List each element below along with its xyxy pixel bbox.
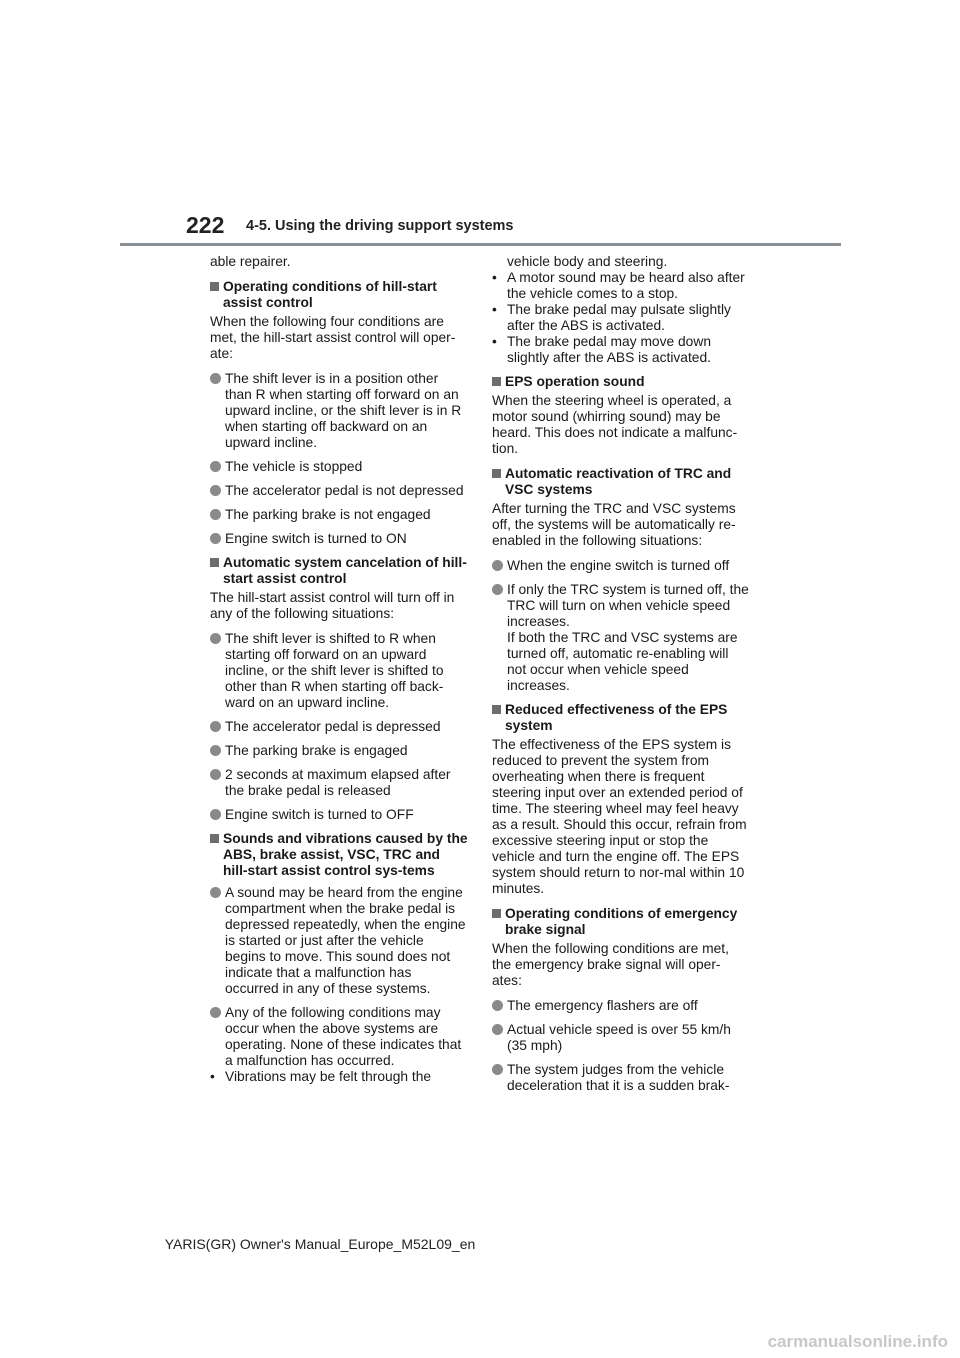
list-item: The system judges from the vehicle deceleration that it is a sudden brak-: [492, 1062, 750, 1094]
sub-bullet-mark: •: [492, 270, 497, 285]
list-item: 2 seconds at maximum elapsed after the brake pedal is released: [210, 767, 468, 799]
square-bullet-icon: [210, 282, 219, 291]
paragraph: The hill-start assist control will turn off in any of the following situations:: [210, 590, 455, 621]
subsection-heading: Operating conditions of emergency brake signal: [492, 906, 750, 938]
list-item: Actual vehicle speed is over 55 km/h (35 mph): [492, 1022, 750, 1054]
paragraph: able repairer.: [210, 254, 291, 269]
sub-list-continuation: vehicle body and steering.: [507, 254, 668, 269]
circle-bullet-icon: [210, 373, 221, 384]
subsection-heading: EPS operation sound: [492, 374, 750, 390]
footer-document-id: YARIS(GR) Owner's Manual_Europe_M52L09_en: [164, 1236, 476, 1252]
right-column: [492, 254, 750, 1102]
circle-bullet-icon: [210, 461, 221, 472]
sub-list-item: • A motor sound may be heard also after the vehicle comes to a stop.: [492, 270, 745, 301]
sub-list-item: • The brake pedal may pulsate slightly after the ABS is activated.: [492, 302, 731, 333]
circle-bullet-icon: [210, 533, 221, 544]
circle-bullet-icon: [210, 887, 221, 898]
list-item: The accelerator pedal is not depressed: [210, 483, 468, 499]
list-item: The accelerator pedal is depressed: [210, 719, 468, 735]
sub-bullet-mark: •: [210, 1069, 215, 1084]
circle-bullet-icon: [492, 1000, 503, 1011]
circle-bullet-icon: [210, 633, 221, 644]
circle-bullet-icon: [210, 721, 221, 732]
circle-bullet-icon: [210, 769, 221, 780]
square-bullet-icon: [492, 909, 501, 918]
circle-bullet-icon: [492, 560, 503, 571]
list-item: Engine switch is turned to ON: [210, 531, 468, 547]
sub-list-item: • Vibrations may be felt through the: [210, 1069, 432, 1084]
section-title: 4-5. Using the driving support systems: [246, 218, 514, 234]
header-rule: [120, 243, 841, 246]
page-number: 222: [186, 212, 225, 238]
list-item: The parking brake is engaged: [210, 743, 468, 759]
list-item: Engine switch is turned to OFF: [210, 807, 468, 823]
list-item: The shift lever is shifted to R when starting off forward on an upward incline, or the shift lever is shifted to other than R when starting off back-ward on an upward incline.: [210, 631, 468, 711]
sub-bullet-mark: •: [492, 334, 497, 349]
sub-list-item: • The brake pedal may move down slightly after the ABS is activated.: [492, 334, 711, 365]
paragraph: The effectiveness of the EPS system is reduced to prevent the system from overheating when there is frequent steering input over an extended period of time. The steering wheel may feel heavy as a result. Should this occur, refrain from excessive steering input or stop the vehicle and turn the engine off. The EPS system should return to nor-mal within 10 minutes.: [492, 737, 747, 896]
circle-bullet-icon: [492, 1064, 503, 1075]
square-bullet-icon: [210, 558, 219, 567]
paragraph: When the following four conditions are met, the hill-start assist control will oper-ate:: [210, 314, 456, 361]
circle-bullet-icon: [492, 1024, 503, 1035]
subsection-heading: Sounds and vibrations caused by the ABS, brake assist, VSC, TRC and hill-start assist control sys-tems: [210, 831, 468, 879]
circle-bullet-icon: [210, 1007, 221, 1018]
list-item: The vehicle is stopped: [210, 459, 468, 475]
circle-bullet-icon: [210, 809, 221, 820]
list-item: Any of the following conditions may occur when the above systems are operating. None of these indicates that a malfunction has occurred.: [210, 1005, 468, 1069]
list-item: If only the TRC system is turned off, the TRC will turn on when vehicle speed increases. If both the TRC and VSC systems are turned off, automatic re-enabling will not occur when vehicle speed increases.: [492, 582, 750, 694]
square-bullet-icon: [210, 834, 219, 843]
circle-bullet-icon: [210, 509, 221, 520]
list-item: A sound may be heard from the engine compartment when the brake pedal is depressed repeatedly, when the engine is started or just after the vehicle begins to move. This sound does not indicate that a malfunction has occurred in any of these systems.: [210, 885, 468, 997]
watermark: carmanualsonline.info: [767, 1332, 948, 1351]
list-item: The shift lever is in a position other than R when starting off forward on an upward incline, or the shift lever is in R when starting off backward on an upward incline.: [210, 371, 468, 451]
square-bullet-icon: [492, 705, 501, 714]
circle-bullet-icon: [210, 485, 221, 496]
paragraph: After turning the TRC and VSC systems off, the systems will be automatically re-enabled in the following situations:: [492, 501, 736, 548]
subsection-heading: Reduced effectiveness of the EPS system: [492, 702, 750, 734]
left-column: [210, 254, 468, 1085]
subsection-heading: Automatic reactivation of TRC and VSC systems: [492, 466, 750, 498]
paragraph: When the steering wheel is operated, a motor sound (whirring sound) may be heard. This does not indicate a malfunc-tion.: [492, 393, 738, 456]
subsection-heading: Automatic system cancelation of hill-start assist control: [210, 555, 468, 587]
list-item: When the engine switch is turned off: [492, 558, 750, 574]
list-item: The emergency flashers are off: [492, 998, 750, 1014]
square-bullet-icon: [492, 469, 501, 478]
circle-bullet-icon: [210, 745, 221, 756]
list-item: The parking brake is not engaged: [210, 507, 468, 523]
paragraph: When the following conditions are met, the emergency brake signal will oper-ates:: [492, 941, 729, 988]
sub-bullet-mark: •: [492, 302, 497, 317]
circle-bullet-icon: [492, 584, 503, 595]
square-bullet-icon: [492, 377, 501, 386]
subsection-heading: Operating conditions of hill-start assist control: [210, 279, 468, 311]
